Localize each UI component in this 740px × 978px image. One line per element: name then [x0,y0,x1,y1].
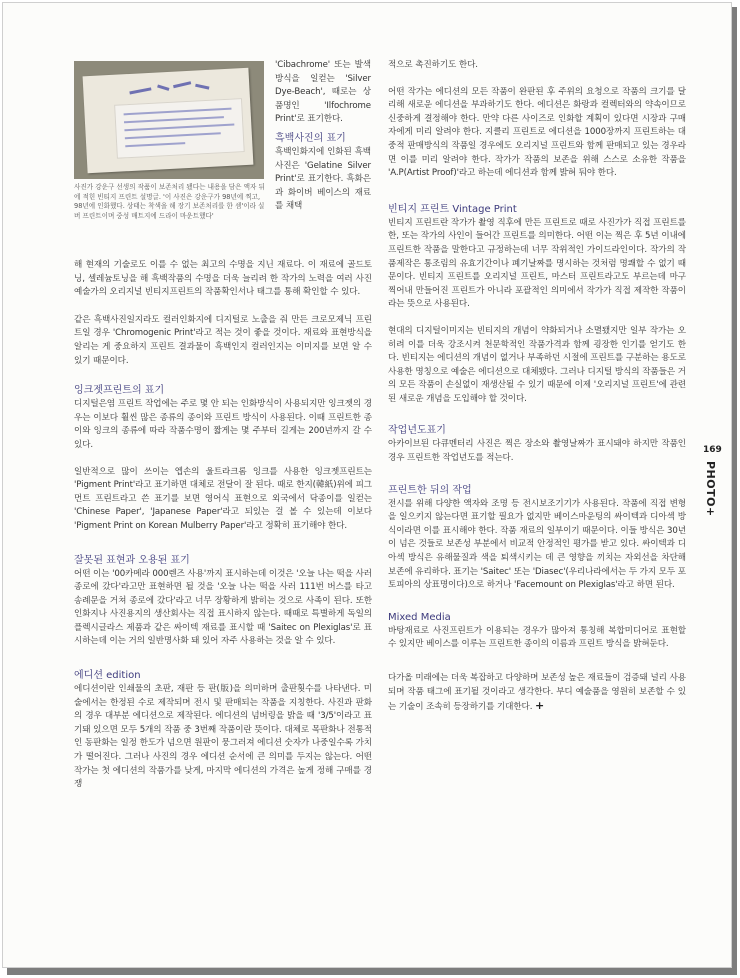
col2-section-closing [388,672,686,715]
heading-mixed-media: Mixed Media [388,611,451,623]
col2-section-vintage [388,203,686,407]
col2-section-after-print [388,484,686,593]
col1-section-edition [74,669,372,792]
bw-rest: 해 현재의 기술로도 이를 수 없는 최고의 수명을 지닌 재료다. 이 재료에 골드토닝, 셀레늄토닝을 해 흑백작품의 수명을 더욱 늘리려 한 작가의 노력을 여러 사진예술가의 오리지널 빈티지프린트의 작품확인서나 태그를 통해 확인할 수 있다. [74,260,372,298]
col1-body [74,259,372,792]
paragraph: 어떤 이는 '00카메라 000렌즈 사용'까지 표시하는데 이것은 '오늘 나는 떡을 사러 종로에 갔다'라고만 표현하면 될 것을 '오늘 나는 떡을 사러 111번 버스를 타고 송례문을 거쳐 종로에 갔다'라고 너무 장황하게 밝히는 것으로 사족이 된다. 또한 인화지나 사진용지의 생산회사는 직접 표시하지 않는다. 때때로 특별하게 독일의 플렉시글라스 제품과 같은 싸이텍 재료를 표시할 때 'Saitec on Plexiglas'로 표시하는데 이는 거의 일반명사화 돼 있어 자주 사용하는 것을 알 수 있다. [74,568,372,647]
card-sticker [114,98,245,159]
col1-section-misuse [74,554,372,650]
paragraph-closing [388,672,686,715]
heading-misuse: 잘못된 표현과 오용된 표기 [74,554,190,566]
paragraph: 빈티지 프린트란 작가가 촬영 직후에 만든 프린트로 때로 사진가가 직접 프린트를 한, 또는 작가의 사인이 들어간 프린트를 의미한다. 어떤 이는 찍은 후 5년 이내에 프린트한 작품을 말한다고 규정하는데 너무 작위적인 가이드라인이다. 작가의 작품제작은 통조림의 유효기간이나 폐기날짜를 명시하는 것처럼 명쾌할 수 없기 때문이다. 빈티지 프린트를 오리지널 프린트, 마스터 프린트라고도 부르는데 마구 찍어내 만들어진 프린트가 아니라 포괄적인 의미에서 작가가 직접 제작한 작품이라는 뜻으로 사용된다. [388,217,686,310]
heading-year: 작업년도표기 [388,425,446,437]
photo-caption: 사진가 강운구 선생의 작품이 보존처리 됐다는 내용을 담은 액자 뒤에 적힌 빈티지 프린트 설명글. '이 사진은 강운구가 98년에 찍고, 98년에 인화했다. 상태는 착색을 해 장기 보존처리를 한 셈'이라 실버 프린트이며 중성 매트지에 드라이 마운트했다' [74,183,265,220]
page-number: 169 [703,445,722,455]
magazine-name [704,461,717,517]
paragraph: 같은 흑백사진일지라도 컬러인화지에 디지털로 노출을 줘 만든 크로모제닉 프린트일 경우 'Chromogenic Print'라고 적는 것이 좋을 것이다. 재료와 표현방식을 알리는 게 중요하지 프린트 결과물이 흑백인지 컬러인지는 이미지를 보면 알 수 있기 때문이다. [74,314,372,366]
col2-section-edition-cont [388,59,686,181]
col2-section-mixed-media [388,611,686,652]
intro-text: 'Cibachrome' 또는 발색 방식을 일컫는 'Silver Dye-Beach', 때로는 상품명인 'Ilfochrome Print'로 표기한다. [275,60,371,125]
col1-section-inkjet [74,384,372,533]
paragraph: 아카이브된 다큐멘터리 사진은 찍은 장소와 촬영날짜가 표시돼야 하지만 작품인 경우 프린트한 작업년도를 적는다. [388,439,686,464]
col2-body [388,59,686,715]
paragraph: 에디션이란 인쇄물의 초판, 재판 등 판(版)을 의미하며 출판횟수를 나타낸다. 미술에서는 한정된 수로 제작되며 전시 및 판매되는 작품을 지칭한다. 사진과 판화의 경우 대부분 에디션으로 제작된다. 에디션의 넘버링을 밝을 때 '3/5'이라고 표기돼 있으면 모두 5개의 작품 중 3번째 작품이란 뜻이다. 대체로 목판화나 전통적인 동판화는 일정 한도가 넘으면 원판이 뭉그러져 에디션 숫자가 나중일수록 가치가 떨어진다. 그러나 사진의 경우 에디션 순서에 큰 의미를 두지는 않는다. 어떤 작가는 첫 에디션의 작품가를 낮게, 마지막 에디션의 가격은 높게 정해 구매를 경쟁 [74,684,372,790]
bw-intro: 흑백인화지에 인화된 흑백사진은 'Gelatine Silver Print'로 표기한다. 흑화은과 화이버 베이스의 재료를 채택 [275,146,371,212]
closing-text: 다가올 미래에는 더욱 복잡하고 다양하며 보존성 높은 재료들이 검증돼 널리 사용되며 작품 태그에 표기될 것이라고 생각한다. 부디 예술품을 영원히 보존할 수 있는 기술이 조속히 등장하기를 기대한다. [388,673,686,713]
magazine-page [2,2,732,968]
paragraph: 일반적으로 많이 쓰이는 엡손의 울트라크롬 잉크를 사용한 잉크젯프린트는 'Pigment Print'라고 표기하면 대체로 전달이 잘 된다. 때로 한지(韓紙)위에 피그먼트 프린트라고 쓴 표기를 보면 영어식 표현으로 외국에서 닥종이를 일컫는 'Chinese Paper', 'Japanese Paper'라고 되있는 걸 볼 수 있는데 이보다 'Pigment Print on Korean Mulberry Paper'라고 정확히 표기해야 한다. [74,466,372,531]
heading-vintage: 빈티지 프린트 Vintage Print [388,203,517,215]
magazine-name-plus: + [704,506,717,517]
magazine-name-text: PHOTO [704,461,717,507]
plus-icon: + [535,699,545,713]
heading-after-print: 프린트한 뒤의 작업 [388,484,472,496]
paragraph: 현대의 디지털이미지는 빈티지의 개념이 약화되거나 소멸됐지만 일부 작가는 오히려 이를 더욱 강조시켜 천문학적인 작품가격과 함께 굉장한 인기를 얻기도 한다. 빈티지는 에디션의 개념이 없거나 부족하던 시절에 프린트를 구분하는 용도로 사용한 명칭으로 예술은 에디션으로 대체됐다. 그러나 디지털 방식의 작품들은 거의 모든 작품이 손실없이 재생산될 수 있기 때문에 이제 '오리지널 프린트'에 관련된 새로운 개념을 도입해야 할 것이다. [388,325,686,404]
paragraph: 적으로 촉진하기도 한다. [388,60,478,70]
heading-edition: 에디션 edition [74,670,141,682]
col1-section-chromogenic [74,314,372,368]
col1-top-narrow [275,59,371,214]
paragraph: 디지털은염 프린트 작업에는 주로 몇 안 되는 인화방식이 사용되지만 잉크젯의 경우는 이보다 훨씬 많은 종류의 종이와 프린트 방식이 사용된다. 이때 프린트한 종이와 잉크의 종류에 따라 작품수명이 짧게는 몇 주부터 길게는 200년까지 갈 수 있다. [74,399,372,450]
paragraph: 전시를 위해 다양한 액자와 조명 등 전시보조기기가 사용된다. 작품에 직접 변형을 일으키지 않는다면 표기할 필요가 없지만 베이스마운팅의 싸이텍과 디아섹 방식이라면 이를 표시해야 한다. 작품 재료의 일부이기 때문이다. 이들 방식은 30년이 넘은 것들로 보존성 부분에서 비교적 안정적인 평가를 받고 있다. 싸이텍과 디아섹 방식은 유해물질과 색을 퇴색시키는 데 큰 영향을 끼치는 자외선을 차단해 보존에 유리하다. 표기는 'Saitec' 또는 'Diasec'(우리나라에서는 두 가지 모두 포토피아의 상표명이다)으로 하거나 'Facemount on Plexiglas'라고 하면 된다. [388,498,686,591]
col2-section-year [388,424,686,465]
heading-inkjet: 잉크젯프린트의 표기 [74,385,165,397]
paragraph: 바탕재료로 사진프린트가 이용되는 경우가 많아져 통칭해 복합미디어로 표현할 수 있지만 베이스를 이루는 프린트한 종이의 이름과 프린트 방식을 밝혀둔다. [388,625,686,650]
heading-bw: 흑백사진의 표기 [275,132,346,144]
archival-card [83,68,254,174]
archival-card-photo [74,61,264,179]
paragraph: 어떤 작가는 에디션의 모든 작품이 완판된 후 주위의 요청으로 작품의 크기를 달리해 새로운 에디션을 부과하기도 한다. 에디션은 화랑과 컬렉터와의 약속이므로 신중하게 결정해야 한다. 만약 다른 사이즈로 인화할 계획이 있다면 시장과 구매자에게 미리 알려야 한다. 지클리 프린트로 에디션을 1000장까지 프린트하는 대중적 판매방식의 작품일 경우에도 오리지널 프린트와 함께 판매되고 있는 경우라면 이를 미리 알려야 한다. 작가가 작품의 보존을 위해 스스로 소유한 작품을 'A.P(Artist Proof)'라고 하는데 에디션과 함께 밝혀 둬야 한다. [388,86,686,179]
